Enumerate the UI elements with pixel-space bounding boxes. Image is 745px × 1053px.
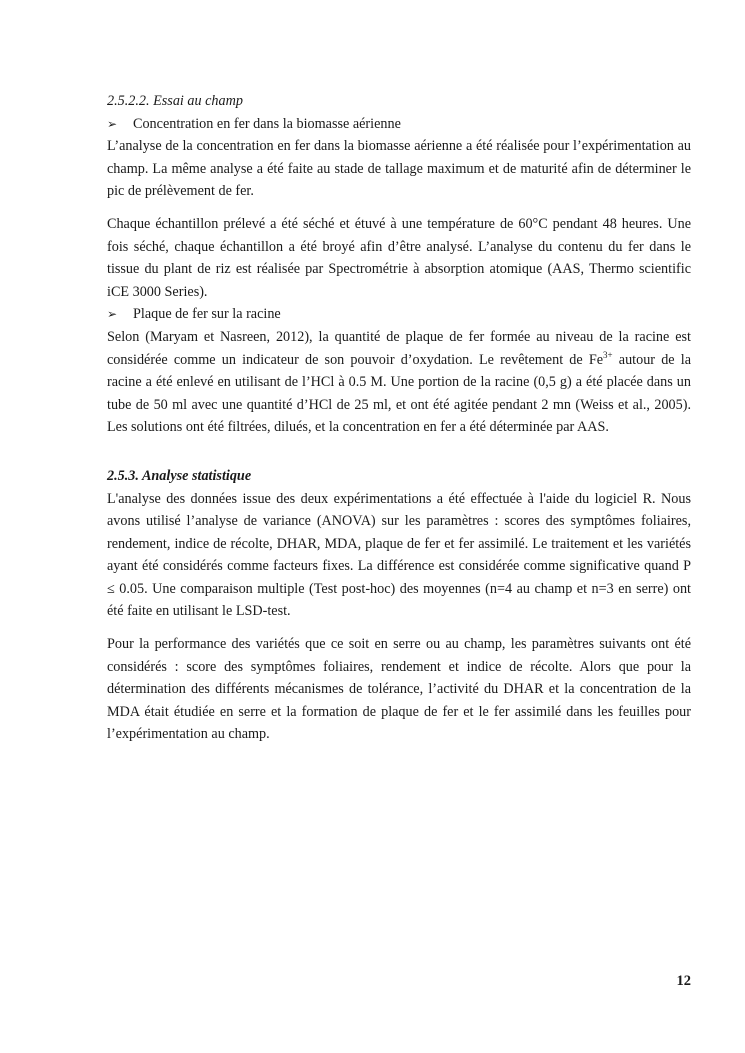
arrow-right-icon: ➢ <box>107 307 118 322</box>
paragraph-biomass-analysis: L’analyse de la concentration en fer dans la biomasse aérienne a été réalisée pour l’expérimentation au champ. La même analyse a été faite au stade de tallage maximum et de maturité afin de déterminer le pic de prélèvement de fer. <box>107 138 691 200</box>
bullet-label: Concentration en fer dans la biomasse aérienne <box>133 115 401 132</box>
text-segment: autour de la racine a été enlevé en utilisant de l’HCl à 0.5 M. Une portion de la racine (0,5 g) a été placée dans un tube de 50 ml avec une quantité d’HCl de 25 ml, et ont été agitée pendant 2 mn (Weiss et al., 2005). Les solutions ont été filtrées, dilués, et la concentration en fer a été déterminée par AAS. <box>107 351 691 436</box>
superscript-charge: 3+ <box>603 349 613 360</box>
bullet-label: Plaque de fer sur la racine <box>133 306 281 323</box>
arrow-right-icon: ➢ <box>107 116 118 131</box>
section-heading-2-5-2-2: 2.5.2.2. Essai au champ <box>107 93 243 109</box>
document-page <box>107 90 691 746</box>
paragraph-iron-plaque <box>107 326 691 439</box>
bullet-iron-plaque <box>107 303 691 326</box>
paragraph-statistical-analysis: L'analyse des données issue des deux expérimentations a été effectuée à l'aide du logiciel R. Nous avons utilisé l’analyse de variance (ANOVA) sur les paramètres : scores des symptômes foliaires, rendement, indice de récolte, DHAR, MDA, plaque de fer et fer assimilé. Le traitement et les variétés ayant été considérés comme facteurs fixes. La différence est considérée comme significative quand P ≤ 0.05. Une comparaison multiple (Test post-hoc) des moyennes (n=4 au champ et n=3 en serre) ont été faite en utilisant le LSD-test. <box>107 490 691 620</box>
page-number: 12 <box>676 973 691 989</box>
paragraph-variety-performance: Pour la performance des variétés que ce soit en serre ou au champ, les paramètres suivants ont été considérés : score des symptômes foliaires, rendement et indice de récolte. Alors que pour la détermination des différents mécanismes de tolérance, l’activité du DHAR et la concentration de la MDA était étudiée en serre et la formation de plaque de fer et le fer assimilé dans les feuilles pour l’expérimentation au champ. <box>107 636 691 743</box>
section-heading-2-5-3: 2.5.3. Analyse statistique <box>107 467 252 484</box>
paragraph-sample-preparation: Chaque échantillon prélevé a été séché et étuvé à une température de 60°C pendant 48 heures. Une fois séché, chaque échantillon a été broyé afin d’être analysé. L’analyse du contenu du fer dans le tissue du plant de riz est réalisée par Spectrométrie à absorption atomique (AAS, Thermo scientific iCE 3000 Series). <box>107 215 691 300</box>
bullet-iron-biomass <box>107 113 691 136</box>
text-segment: Selon (Maryam et Nasreen, 2012), la quantité de plaque de fer formée au niveau de la racine est considérée comme un indicateur de son pouvoir d’oxydation. Le revêtement de Fe <box>107 328 691 368</box>
